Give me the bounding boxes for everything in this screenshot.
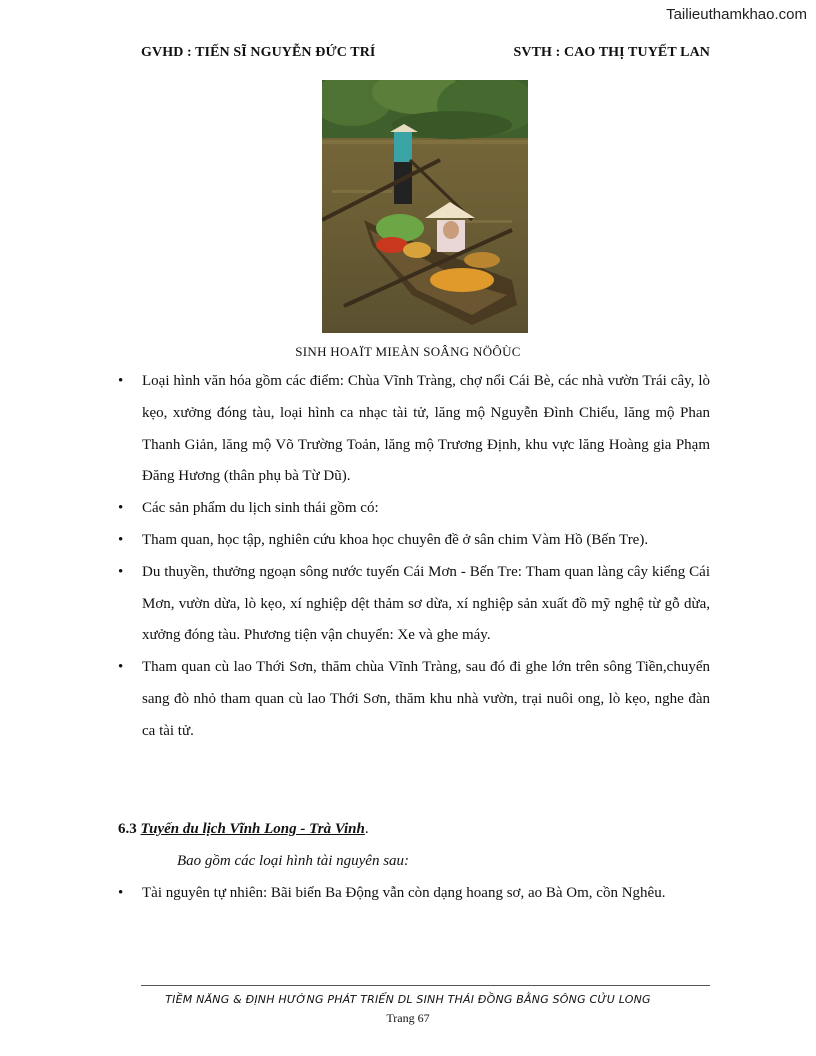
bullet-item [118,366,710,493]
bullet-dot: • [118,500,124,517]
bullet-dot: • [118,531,124,548]
river-boat-photo [322,80,528,333]
bullet-text: Tham quan cù lao Thới Sơn, thăm chùa Vĩnh Tràng, sau đó đi ghe lớn trên sông Tiền,chuyển sang đò nhỏ tham quan cù lao Thới Sơn, thăm khu nhà vườn, trại nuôi ong, lò kẹo, nghe đàn ca tài tử. [142,659,710,739]
footer-divider [141,985,710,986]
bullet-item [118,525,710,557]
section-number: 6.3 [118,821,137,837]
bullet-text: Loại hình văn hóa gồm các điểm: Chùa Vĩnh Tràng, chợ nổi Cái Bè, các nhà vườn Trái cây, lò kẹo, xưởng đóng tàu, loại hình ca nhạc tài tử, lăng mộ Nguyễn Đình Chiểu, lăng mộ Phan Thanh Giản, lăng mộ Võ Trường Toản, lăng mộ Trương Định, khu vực lăng Hoàng gia Phạm Đăng Hương (thân phụ bà Từ Dũ). [142,373,710,485]
bullet-dot: • [118,659,124,676]
bullet-dot: • [118,373,124,389]
body-lower [118,814,710,909]
bullet-text: Tham quan, học tập, nghiên cứu khoa học chuyên đề ở sân chim Vàm Hồ (Bến Tre). [142,531,649,548]
bullet-text: Tài nguyên tự nhiên: Bãi biển Ba Động vẫn còn dạng hoang sơ, ao Bà Om, cồn Nghêu. [142,884,666,901]
photo-caption: SINH HOAÏT MIEÀN SOÂNG NÖÔÙC [295,344,521,359]
bullet-dot: • [118,563,124,580]
body-upper [118,366,710,748]
bullet-item [118,493,710,525]
bullet-item [118,878,710,910]
header-student: SVTH : CAO THỊ TUYẾT LAN [513,45,710,60]
section-period: . [364,821,369,837]
bullet-item [118,557,710,652]
page-number: Trang 67 [386,1011,430,1025]
boat-illustration [322,80,528,333]
bullet-item [118,652,710,747]
section-intro: Bao gồm các loại hình tài nguyên sau: [177,852,410,869]
bullet-dot: • [118,884,124,901]
section-title: Tuyến du lịch Vĩnh Long - Trà Vinh [140,821,365,837]
section-heading [118,814,710,846]
bullet-text: Du thuyền, thưởng ngoạn sông nước tuyến Cái Mơn - Bến Tre: Tham quan làng cây kiểng Cái Mơn, vườn dừa, lò kẹo, xí nghiệp dệt thảm sơ dừa, xí nghiệp sản xuất đồ mỹ nghệ từ gỗ dừa, xưởng đóng tàu. Phương tiện vận chuyển: Xe và ghe máy. [142,563,710,644]
watermark: Tailieuthamkhao.com [666,6,807,23]
footer-title: TIỀM NĂNG & ĐỊNH HƯỚNG PHÁT TRIỂN DL SINH THÁI ĐỒNG BẰNG SÔNG CỬU LONG [165,993,651,1006]
bullet-text: Các sản phẩm du lịch sinh thái gồm có: [142,500,379,517]
header-advisor: GVHD : TIẾN SĨ NGUYỄN ĐỨC TRÍ [141,45,376,60]
